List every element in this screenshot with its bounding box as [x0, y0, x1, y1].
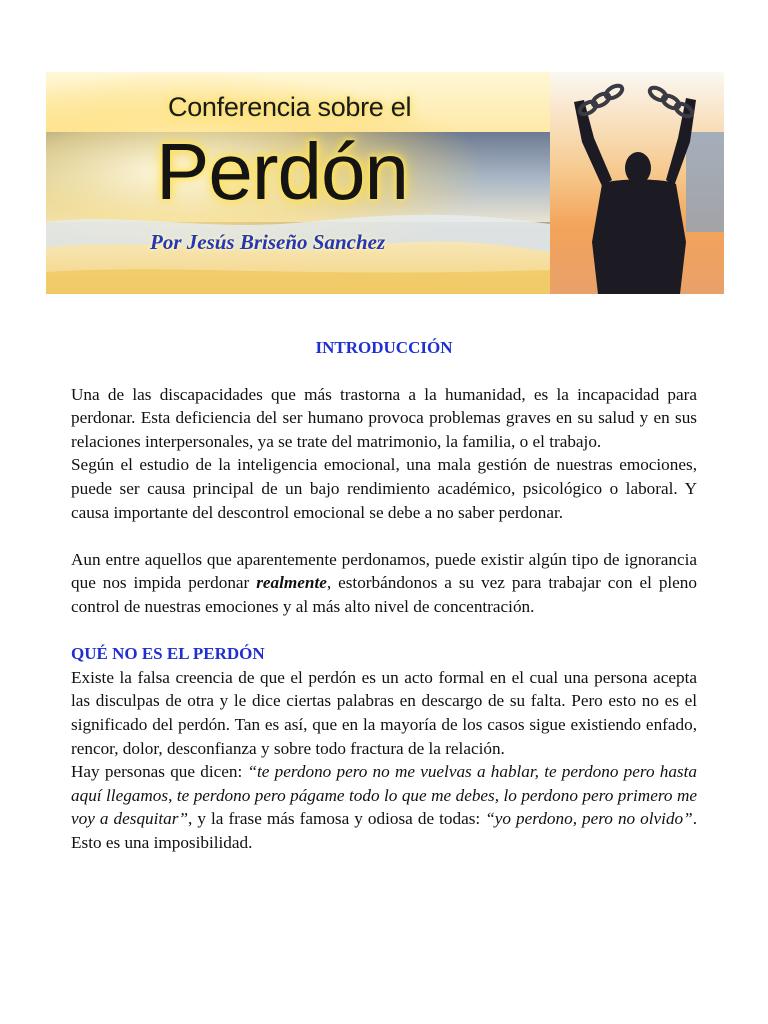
que-paragraph-2	[71, 760, 697, 854]
spacer	[71, 524, 697, 548]
que-p2-quote-2: “yo perdono, pero no olvido”	[485, 809, 693, 829]
que-paragraph-1: Existe la falsa creencia de que el perdón es un acto formal en el cual una persona acepta las disculpas de otra y le dice ciertas palabras en descargo de su falta. Pero esto no es el significado del perdón. Tan es así, que en la mayoría de los casos sigue existiendo enfado, rencor, dolor, desconfianza y sobre todo fractura de la relación.	[71, 667, 697, 758]
banner-author: Por Jesús Briseño Sanchez	[150, 230, 386, 254]
que-p2-quote-1: “te perdono pero no me vuelvas a hablar, te perdono pero hasta aquí llegamos, te perdono pero págame todo lo que me debes, lo perdono pero primero me voy a desquitar”	[71, 762, 697, 829]
que-p2-text-c: . Esto es una imposibilidad.	[71, 809, 697, 852]
intro-paragraph-1: Una de las discapacidades que más trastorna a la humanidad, es la incapacidad para perdonar. Esta deficiencia del ser humano provoca problemas graves en su salud y en sus relaciones interpersonales, ya se trate del matrimonio, la familia, o el trabajo.	[71, 384, 697, 451]
que-p2-text-a: Hay personas que dicen:	[71, 762, 248, 782]
banner-subtitle: Conferencia sobre el	[168, 92, 412, 122]
header-banner	[46, 72, 724, 294]
intro-p3-text-b: , estorbándonos a su vez para trabajar con el pleno control de nuestras emociones y al más alto nivel de concentración.	[71, 573, 697, 616]
que-heading: QUÉ NO ES EL PERDÓN	[71, 644, 265, 664]
que-p2-text-b: , y la frase más famosa y odiosa de todas:	[188, 809, 486, 829]
intro-paragraph-2: Según el estudio de la inteligencia emocional, una mala gestión de nuestras emociones, puede ser causa principal de un bajo rendimiento académico, psicológico o laboral. Y causa importante del descontrol emocional se debe a no saber perdonar.	[71, 455, 697, 522]
intro-heading: INTRODUCCIÓN	[315, 338, 453, 357]
spacer	[71, 619, 697, 643]
banner-title: Perdón	[156, 127, 408, 216]
intro-p3-text-a: Aun entre aquellos que aparentemente perdonamos, puede existir algún tipo de ignorancia que nos impida perdonar	[71, 549, 697, 593]
intro-paragraph-3	[71, 548, 697, 619]
intro-p3-emphasis: realmente	[256, 573, 327, 593]
document-body	[71, 336, 697, 854]
